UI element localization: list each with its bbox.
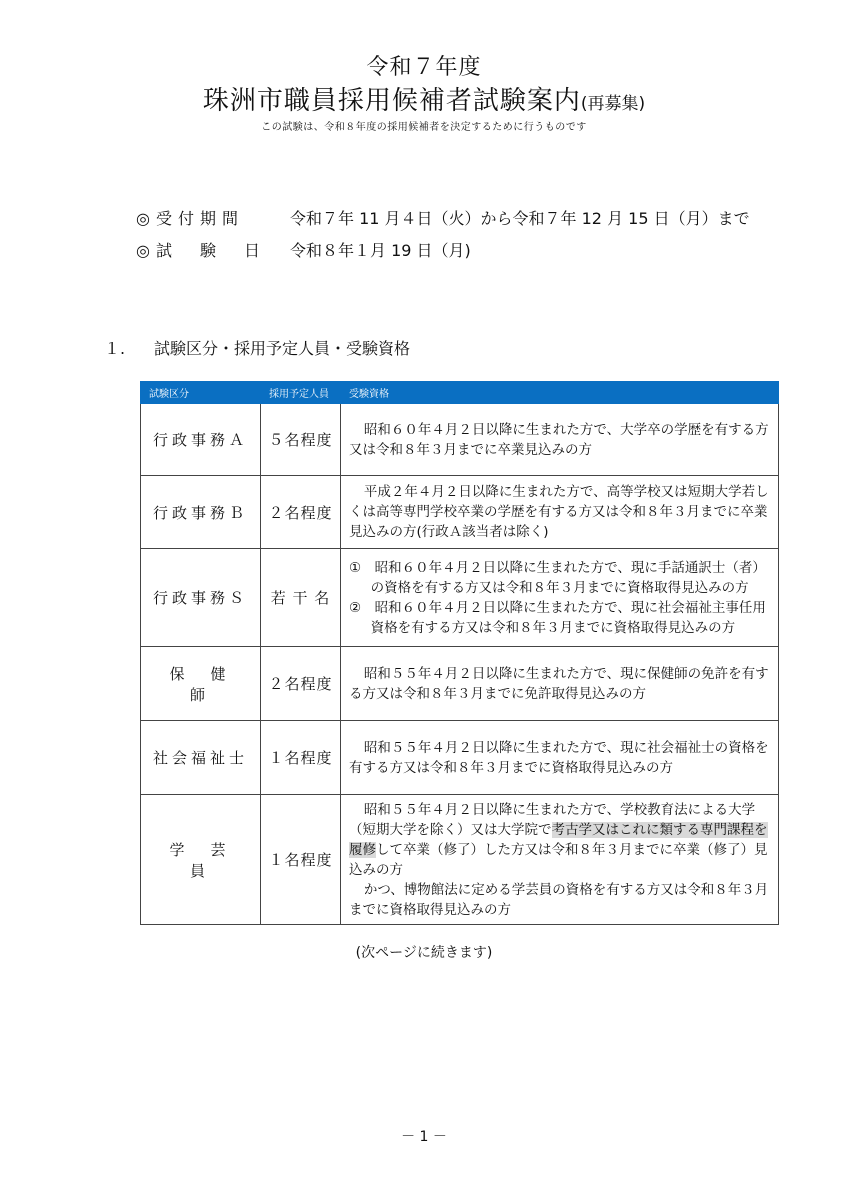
section-1-heading [104, 336, 410, 359]
row-qualification [341, 404, 779, 476]
table-row [141, 721, 779, 795]
document-subtitle: この試験は、令和８年度の採用候補者を決定するために行うものです [261, 122, 587, 133]
qualification-text: 昭和６０年４月２日以降に生まれた方で、大学卒の学歴を有する方又は令和８年３月までに卒業見込みの方 [349, 421, 769, 458]
row-category: 行政事務Ｂ [141, 476, 261, 549]
qualification-text: 平成２年４月２日以降に生まれた方で、高等学校又は短期大学若しくは高等専門学校卒業の学歴を有する方又は令和８年３月までに卒業見込みの方(行政Ａ該当者は除く) [349, 484, 769, 540]
qualification-paragraph-2: かつ、博物館法に定める学芸員の資格を有する方又は令和８年３月までに資格取得見込みの方 [349, 881, 769, 918]
row-qualification [341, 647, 779, 721]
qualification-text-post: して卒業（修了）した方又は令和８年３月までに卒業（修了）見込みの方 [349, 841, 768, 878]
qualification-text: 昭和５５年４月２日以降に生まれた方で、現に保健師の免許を有する方又は令和８年３月までに免許取得見込みの方 [349, 665, 769, 702]
qualification-item-1: ① 昭和６０年４月２日以降に生まれた方で、現に手話通訳士（者）の資格を有する方又は令和８年３月までに資格取得見込みの方 [349, 559, 766, 596]
document-main-title [0, 80, 848, 117]
section-1-number: １. [104, 339, 126, 358]
row-qualification [341, 795, 779, 925]
table-row [141, 647, 779, 721]
header-category: 試験区分 [141, 382, 261, 404]
header-count: 採用予定人員 [261, 382, 341, 404]
continued-note: (次ページに続きます) [355, 945, 493, 961]
header-qualification: 受験資格 [341, 382, 779, 404]
row-category: 行政事務Ａ [141, 404, 261, 476]
row-count: ５名程度 [261, 404, 341, 476]
section-1-title: 試験区分・採用予定人員・受験資格 [154, 339, 411, 358]
row-category: 保健師 [141, 647, 261, 721]
row-count: １名程度 [261, 795, 341, 925]
row-count: ２名程度 [261, 476, 341, 549]
row-qualification [341, 721, 779, 795]
exam-date-row [136, 238, 471, 261]
reception-period-value: 令和７年 11 月４日（火）から令和７年 12 月 15 日（月）まで [290, 209, 750, 228]
row-count: 若 干 名 [261, 549, 341, 647]
table-row [141, 549, 779, 647]
table-row [141, 476, 779, 549]
row-category: 社会福祉士 [141, 721, 261, 795]
row-count: １名程度 [261, 721, 341, 795]
qualification-item-2: ② 昭和６０年４月２日以降に生まれた方で、現に社会福祉主事任用資格を有する方又は令和８年３月までに資格取得見込みの方 [349, 599, 766, 636]
qualification-text: 昭和５５年４月２日以降に生まれた方で、現に社会福祉士の資格を有する方又は令和８年３月までに資格取得見込みの方 [349, 739, 769, 776]
table-row [141, 795, 779, 925]
exam-date-label: ◎試 験 日 [136, 241, 266, 260]
main-title-text: 珠洲市職員採用候補者試験案内 [202, 86, 581, 116]
exam-date-value: 令和８年１月 19 日（月) [290, 241, 471, 260]
requirements-table [140, 381, 779, 925]
page-number: － 1 － [401, 1129, 447, 1145]
qualification-paragraph-1 [349, 800, 770, 880]
main-title-suffix: (再募集) [580, 94, 646, 114]
highlighted-requirement: 考古学又はこれに類する専門課程を履修 [349, 821, 768, 858]
table-header-row [141, 382, 779, 404]
row-category: 学芸員 [141, 795, 261, 925]
reception-period-row [136, 206, 750, 229]
row-count: ２名程度 [261, 647, 341, 721]
row-qualification [341, 549, 779, 647]
row-category: 行政事務Ｓ [141, 549, 261, 647]
reception-period-label: ◎受付期間 [136, 209, 244, 228]
qualification-text-pre: 昭和５５年４月２日以降に生まれた方で、学校教育法による大学（短期大学を除く）又は大学院で [349, 801, 756, 838]
row-qualification [341, 476, 779, 549]
document-year-title: 令和７年度 [366, 55, 482, 80]
table-row [141, 404, 779, 476]
